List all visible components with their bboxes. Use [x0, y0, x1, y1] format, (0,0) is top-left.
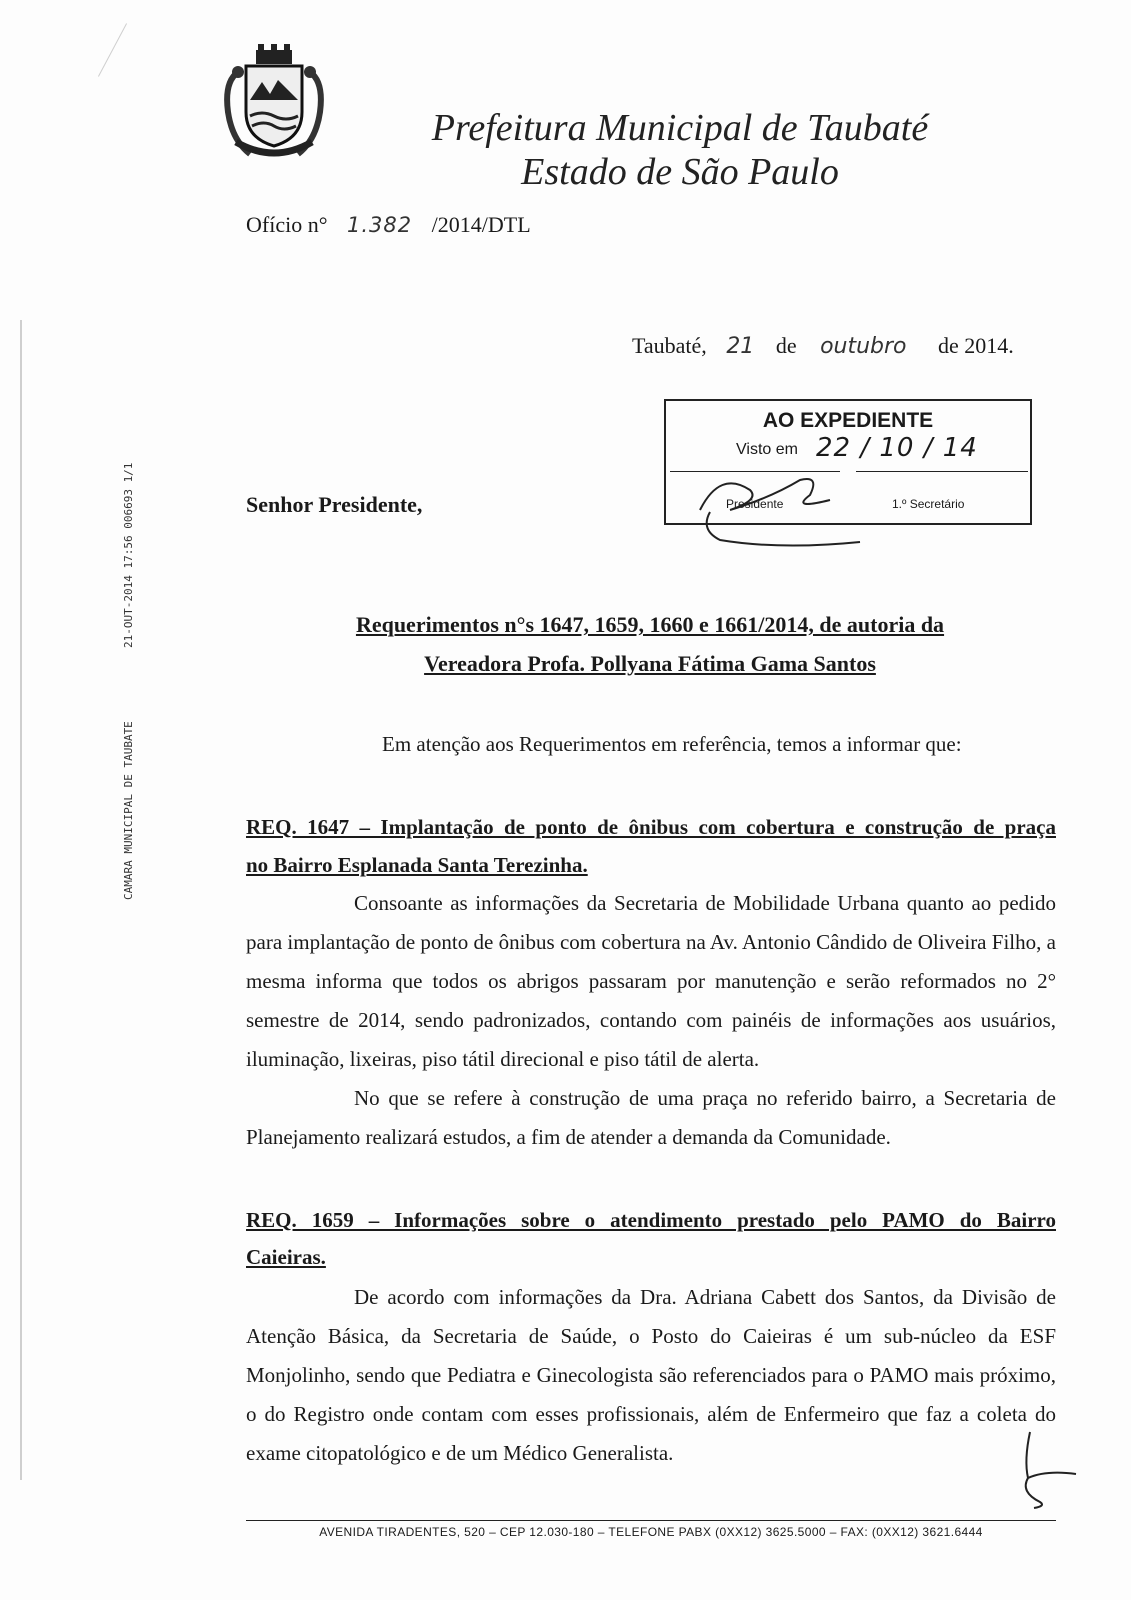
oficio-suffix: /2014/DTL: [431, 212, 531, 237]
subject-line2: Vereadora Profa. Pollyana Fátima Gama Santos: [424, 651, 876, 676]
scan-edge-line: [20, 320, 22, 1480]
stamp-title: AO EXPEDIENTE: [762, 409, 934, 432]
page-initials-signature: [1016, 1430, 1086, 1510]
intro-paragraph: Em atenção aos Requerimentos em referência, temos a informar que:: [382, 732, 962, 756]
stamp-left-label: Presidente: [726, 497, 784, 511]
stamp-right-label: 1.º Secretário: [892, 497, 965, 511]
stamp-seen-date: 22 / 10 / 14: [816, 433, 978, 463]
req1659-heading-line2: Caieiras.: [246, 1245, 326, 1269]
req1647-paragraph-1: Consoante as informações da Secretaria de Mobilidade Urbana quanto ao pedido para implantação de ponto de ônibus com cobertura na Av. Antonio Cândido de Oliveira Filho, a mesma informa que todos os abrigos passaram por manutenção e serão reformados no 2° semestre de 2014, sendo padronizados, contando com painéis de informações aos usuários, iluminação, lixeiras, piso tátil direcional e piso tátil de alerta.: [246, 891, 1056, 1071]
footer-divider: [246, 1520, 1056, 1521]
oficio-label: Ofício n°: [246, 212, 328, 237]
date-de: de: [775, 333, 797, 358]
oficio-handwritten-number: 1.382: [347, 213, 413, 237]
salutation: Senhor Presidente,: [246, 492, 423, 517]
date-day: 21: [726, 334, 755, 359]
date-month: outubro: [820, 334, 907, 359]
req1647-heading-line2: no Bairro Esplanada Santa Terezinha.: [246, 853, 588, 877]
subject-line1: Requerimentos n°s 1647, 1659, 1660 e 1661/2014, de autoria da: [355, 612, 945, 637]
req1659-paragraph-1: De acordo com informações da Dra. Adriana Cabett dos Santos, da Divisão de Atenção Básica, da Secretaria de Saúde, o Posto do Caieiras é um sub-núcleo da ESF Monjolinho, sendo que Pediatra e Ginecologista são referenciados para o PAMO mais próximo, o do Registro onde contam com esses profissionais, além de Enfermeiro que faz a coleta do exame citopatológico e de um Médico Generalista.: [246, 1285, 1056, 1465]
handwritten-signature: [690, 440, 880, 560]
protocol-side-stamp: 21-OUT-2014 17:56 006693 1/1: [122, 462, 135, 648]
oficio-number: [246, 212, 531, 238]
date-city: Taubaté,: [632, 333, 707, 358]
req1647-heading-line1: REQ. 1647 – Implantação de ponto de ônibus com cobertura e construção de praça: [246, 815, 1056, 839]
req1659-heading-line1: REQ. 1659 – Informações sobre o atendimento prestado pelo PAMO do Bairro: [246, 1208, 1056, 1232]
chamber-side-stamp: CAMARA MUNICIPAL DE TAUBATE: [122, 721, 135, 900]
scan-edge-line: [98, 23, 127, 76]
req1647-paragraph-2: No que se refere à construção de uma praça no referido bairro, a Secretaria de Planejamento realizará estudos, a fim de atender a demanda da Comunidade.: [246, 1086, 1056, 1149]
stamp-seen-label: Visto em: [736, 441, 798, 458]
municipal-crest-icon: [218, 42, 330, 162]
date-year: de 2014.: [938, 333, 1014, 358]
stamp-signature-line: [856, 471, 1028, 472]
header-title-line1: Prefeitura Municipal de Taubaté: [431, 107, 929, 149]
header-title-line2: Estado de São Paulo: [521, 151, 839, 193]
date-line: [632, 333, 1014, 359]
footer-address: AVENIDA TIRADENTES, 520 – CEP 12.030-180 – TELEFONE PABX (0XX12) 3625.5000 – FAX: (0XX12) 3621.6444: [319, 1525, 983, 1539]
